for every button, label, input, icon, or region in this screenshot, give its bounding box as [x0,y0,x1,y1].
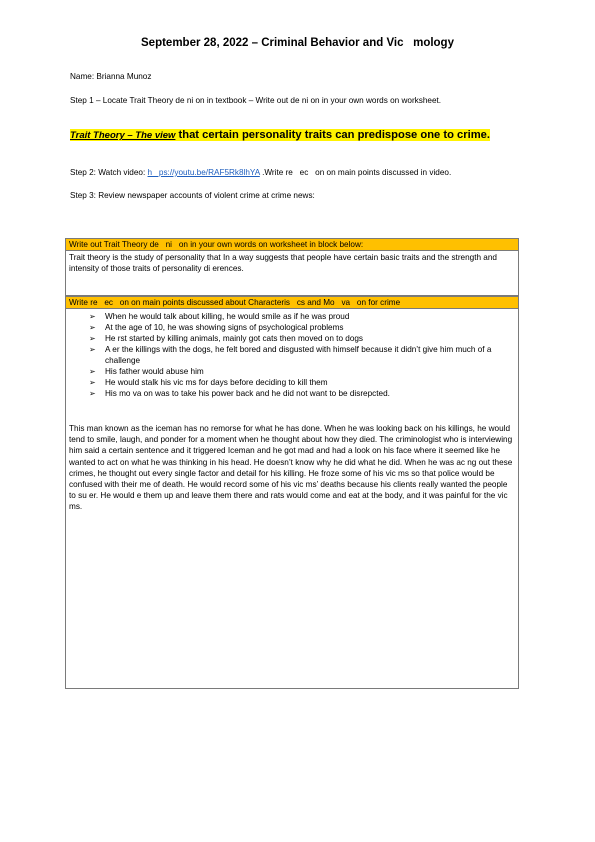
step-1-instruction: Step 1 – Locate Trait Theory de ni on in textbook – Write out de ni on in your own words on worksheet. [70,96,442,105]
reflection-bullet [89,366,515,377]
arrow-bullet-icon: ➢ [89,389,96,398]
reflection-block-body[interactable] [66,309,518,514]
arrow-bullet-icon: ➢ [89,367,96,376]
step-2-instruction [70,167,451,178]
arrow-bullet-icon: ➢ [89,334,96,343]
definition-block [65,238,519,296]
reflection-block-header: Write re ec on on main points discussed about Characteris cs and Mo va on for crime [66,297,518,309]
reflection-bullet-list [69,311,515,399]
reflection-bullet-text: He rst started by killing animals, mainly got cats then moved on to dogs [105,334,364,343]
reflection-bullet-text: When he would talk about killing, he would smile as if he was proud [105,312,350,321]
reflection-bullet-text: His father would abuse him [105,367,204,376]
step-2-prefix: Step 2: Watch video: [70,168,148,177]
reflection-bullet [89,344,515,366]
step-3-instruction: Step 3: Review newspaper accounts of violent crime at crime news: [70,191,315,200]
step-2-suffix: .Write re ec on on main points discussed in video. [259,168,452,177]
reflection-bullet [89,388,515,399]
arrow-bullet-icon: ➢ [89,323,96,332]
reflection-bullet [89,311,515,322]
definition-block-body[interactable]: Trait theory is the study of personality that In a way suggests that people have certain basic traits and the strength and intensity of those traits of personality di erences. [69,253,497,273]
reflection-bullet-text: At the age of 10, he was showing signs of psychological problems [105,323,344,332]
arrow-bullet-icon: ➢ [89,312,96,321]
reflection-bullet-text: A er the killings with the dogs, he felt bored and disgusted with himself because it didn’t give him much of a challenge [105,345,492,365]
reflection-bullet-text: He would stalk his vic ms for days before deciding to kill them [105,378,328,387]
trait-theory-definition [70,127,540,144]
definition-text: that certain personality traits can predispose one to crime. [175,129,491,141]
definition-highlight [70,129,490,141]
reflection-bullet [89,333,515,344]
reflection-bullet-text: His mo va on was to take his power back and he did not want to be disrepcted. [105,389,390,398]
definition-term: Trait Theory – The view [70,130,176,141]
name-line: Name: Brianna Munoz [70,72,152,81]
arrow-bullet-icon: ➢ [89,378,96,387]
document-title: September 28, 2022 – Criminal Behavior and Vic mology [141,37,454,49]
arrow-bullet-icon: ➢ [89,345,96,354]
video-link[interactable]: h ps://youtu.be/RAF5Rk8lhYA [147,168,260,177]
reflection-bullet [89,322,515,333]
reflection-paragraph: This man known as the iceman has no remorse for what he has done. When he was looking back on his killings, he would tend to smile, laugh, and ponder for a moment when he thought about how they died. The criminologist who is interviewing him said a certain sentence and it triggered Iceman and he got mad and had a look on his face where it seemed like he wanted to act on what he was thinking in his head. He doesn’t know why he did what he did. When he was ac ng out these crimes, he thought out every single factor and detail for his killing. He froze some of his vic ms so that police would be confused with their me of death. He would record some of his vic ms’ deaths because his clients really wanted the people to su er. He would e them up and leave them there and rats would come and eat at the body, and it was painful for the vic ms. [69,424,513,512]
definition-block-header: Write out Trait Theory de ni on in your own words on worksheet in block below: [66,239,518,251]
reflection-bullet [89,377,515,388]
reflection-block [65,296,519,689]
